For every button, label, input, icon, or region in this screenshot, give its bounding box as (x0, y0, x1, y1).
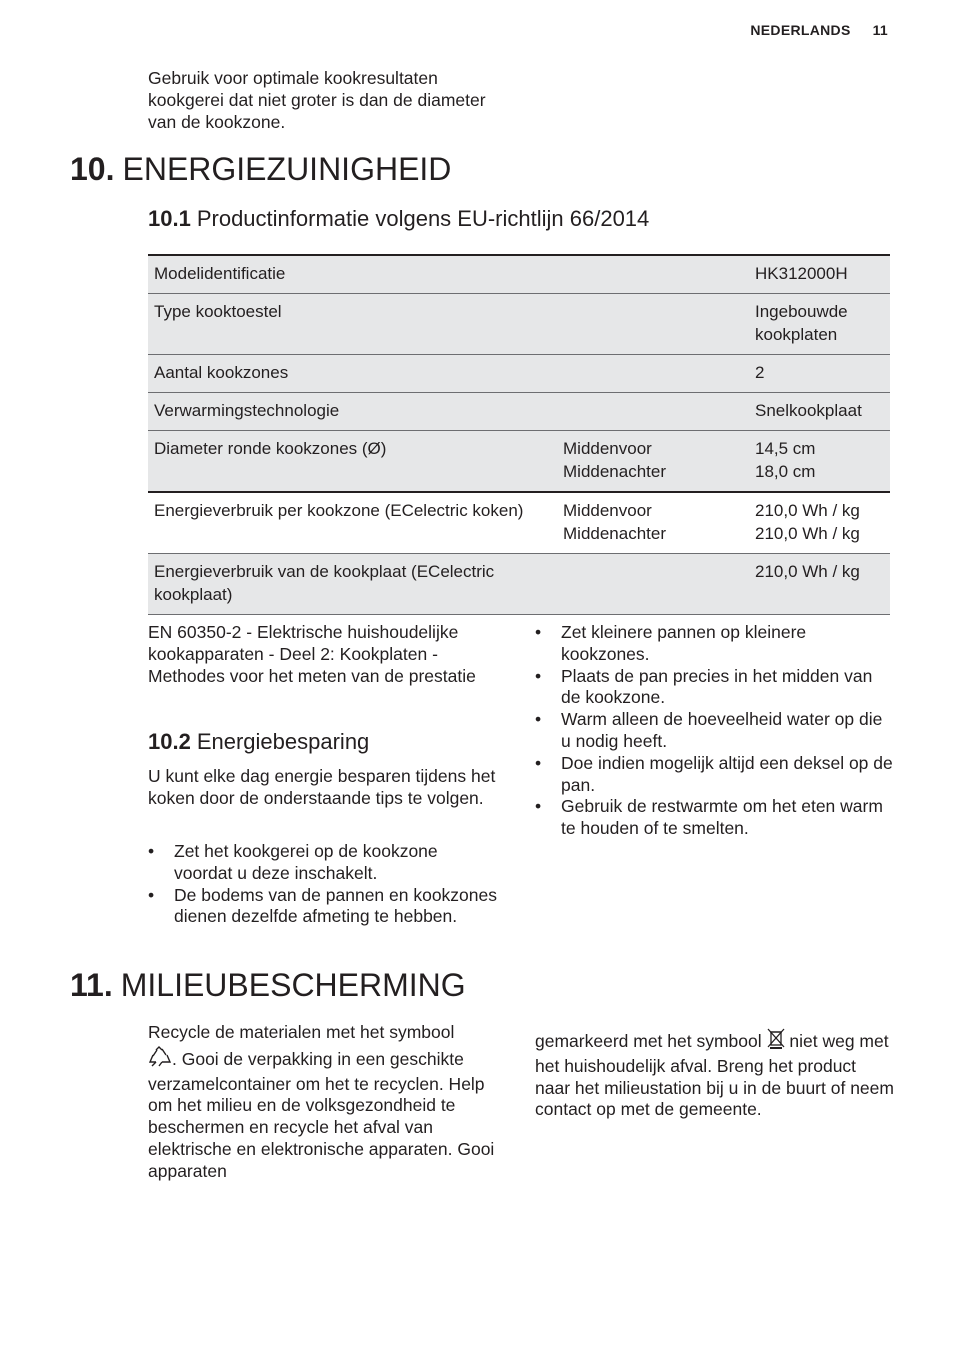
page-number: 11 (872, 22, 888, 38)
saving-intro: U kunt elke dag energie besparen tijdens het koken door de onderstaande tips te volgen. (148, 766, 496, 808)
section-10-heading (70, 150, 451, 188)
table-row (148, 431, 890, 493)
table-cell-value: Ingebouwde kookplaten (749, 294, 890, 355)
table-cell-mid (557, 431, 749, 493)
table-cell-label: Energieverbruik van de kookplaat (ECelectric kookplaat) (148, 554, 557, 615)
energy-front: 210,0 Wh / kg (755, 501, 860, 520)
intro-text: Gebruik voor optimale kookresultaten kookgerei dat niet groter is dan de diameter van de kookzone. (148, 68, 486, 132)
table-row (148, 294, 890, 355)
table-row (148, 554, 890, 615)
list-item: • Zet het kookgerei op de kookzone voordat u deze inschakelt. (148, 841, 498, 885)
section-11-title: MILIEUBESCHERMING (120, 967, 466, 1003)
section-10-2-title: Energiebesparing (196, 729, 370, 754)
section-10-1-heading (148, 205, 649, 233)
section-10-number: 10. (70, 151, 115, 187)
list-item: • Doe indien mogelijk altijd een deksel op de pan. (535, 753, 895, 797)
table-row (148, 492, 890, 554)
table-cell-label: Type kooktoestel (148, 294, 557, 355)
section-10-1-title: Productinformatie volgens EU-richtlijn 66/2014 (196, 206, 650, 231)
diameter-rear: 18,0 cm (755, 462, 816, 481)
list-item: • Warm alleen de hoeveelheid water op die u nodig heeft. (535, 709, 895, 753)
page-header (750, 22, 888, 38)
recycle-icon (148, 1046, 172, 1074)
list-item: • De bodems van de pannen en kookzones dienen dezelfde afmeting te hebben. (148, 885, 498, 929)
tips-list-left (148, 841, 498, 928)
standard-text: EN 60350-2 - Elektrische huishoudelijke kookapparaten - Deel 2: Kookplaten - Methodes voor het meten van de prestatie (148, 622, 476, 686)
header-language: NEDERLANDS (750, 22, 851, 38)
environment-text-left (148, 1022, 508, 1183)
recycle-line: Recycle de materialen met het symbool (148, 1022, 455, 1042)
table-cell-label: Verwarmingstechnologie (148, 393, 557, 431)
table-cell-value: HK312000H (749, 255, 890, 294)
table-cell-label: Aantal kookzones (148, 355, 557, 393)
recycle-text: . Gooi de verpakking in een geschikte verzamelcontainer om het te recyclen. Help om het milieu en de volksgezondheid te beschermen en recycle het afval van elektrische en elektronische apparaten. Gooi apparaten (148, 1048, 495, 1181)
table-cell-value: 2 (749, 355, 890, 393)
section-10-1-number: 10.1 (148, 206, 191, 231)
energy-rear: 210,0 Wh / kg (755, 524, 860, 543)
section-10-title: ENERGIEZUINIGHEID (122, 151, 452, 187)
table-cell-value (749, 492, 890, 554)
table-row (148, 355, 890, 393)
zone-rear: Middenachter (563, 462, 667, 481)
list-item: • Plaats de pan precies in het midden van de kookzone. (535, 666, 895, 710)
table-cell-label: Energieverbruik per kookzone (ECelectric koken) (148, 492, 557, 554)
table-cell-value: 210,0 Wh / kg (749, 554, 890, 615)
table-cell-mid (557, 355, 749, 393)
tips-list-right (535, 622, 895, 840)
table-row (148, 393, 890, 431)
list-item: • Gebruik de restwarmte om het eten warm te houden of te smelten. (535, 796, 895, 840)
table-cell-value: Snelkookplaat (749, 393, 890, 431)
table-cell-mid (557, 554, 749, 615)
table-cell-mid (557, 294, 749, 355)
table-row (148, 255, 890, 294)
zone-rear: Middenachter (563, 524, 667, 543)
table-cell-mid (557, 393, 749, 431)
crossed-bin-icon (767, 1028, 785, 1056)
section-10-2-number: 10.2 (148, 729, 191, 754)
environment-text-right (535, 1028, 895, 1121)
table-cell-value (749, 431, 890, 493)
diameter-front: 14,5 cm (755, 439, 816, 458)
section-10-2-heading (148, 728, 369, 756)
table-cell-mid (557, 255, 749, 294)
table-cell-mid (557, 492, 749, 554)
recycle-paragraph (148, 1046, 508, 1183)
section-11-heading (70, 966, 466, 1004)
table-cell-label: Diameter ronde kookzones (Ø) (148, 431, 557, 493)
zone-front: Middenvoor (563, 439, 652, 458)
section-11-number: 11. (70, 967, 113, 1003)
product-info-table (148, 254, 890, 615)
weee-text-after: niet weg met het huishoudelijk afval. Breng het product naar het milieustation bij u in de buurt of neem contact op met de gemeente. (535, 1031, 894, 1120)
weee-text-before: gemarkeerd met het symbool (535, 1031, 762, 1051)
table-cell-label: Modelidentificatie (148, 255, 557, 294)
zone-front: Middenvoor (563, 501, 652, 520)
list-item: • Zet kleinere pannen op kleinere kookzones. (535, 622, 895, 666)
